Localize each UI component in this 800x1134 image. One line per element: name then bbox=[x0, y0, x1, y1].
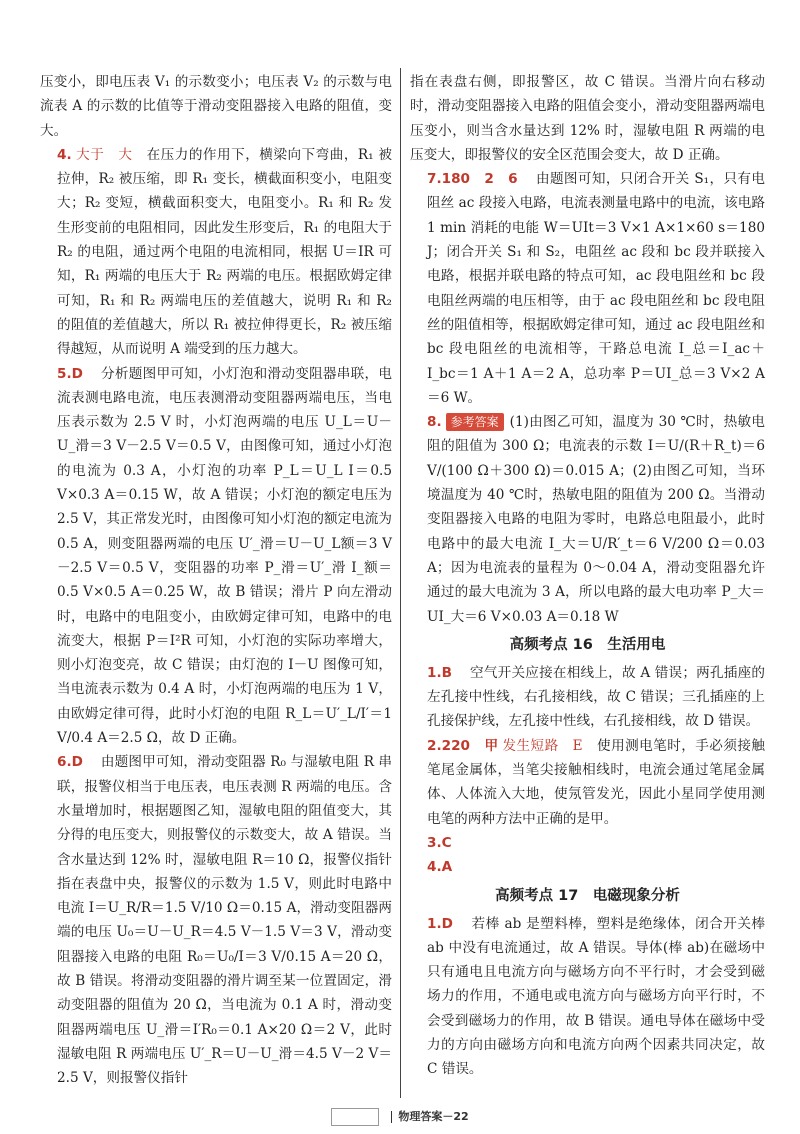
item-text: 在压力的作用下，横梁向下弯曲，R₁ 被拉伸，R₂ 被压缩，即 R₁ 变长，横截面积变小，电阻变大；R₂ 变短，横截面积变大，电阻变小。R₁ 和 R₂ 发生形变前的电阻相同，因此发生形变后，R₁ 的电阻大于 R₂ 的电阻，通过两个电阻的电流相同，根据 U＝IR 可知，R₁ 两端的电压大于 R₂ 两端的电压。根据欧姆定律可知，R₁ 和 R₂ 两端电压的差值越大，说明 R₁ 和 R₂ 的阻值的差值越大，所以 R₁ 被拉伸得更长，R₂ 被压缩得越短，从而说明 A 端受到的压力越大。 bbox=[57, 146, 392, 358]
item-answer: 大于 大 bbox=[75, 146, 133, 163]
item-text: 空气开关应接在相线上，故 A 错误；两孔插座的左孔接中性线，右孔接相线，故 C 错误；三孔插座的上孔接保护线，左孔接中性线，右孔接相线，故 D 错误。 bbox=[427, 664, 765, 730]
publisher-logo-icon bbox=[331, 1108, 379, 1126]
answer-tag: 参考答案 bbox=[446, 413, 504, 431]
left-item bbox=[40, 750, 392, 1090]
page-footer bbox=[0, 1108, 800, 1126]
item-number: 6.D bbox=[57, 754, 83, 771]
item-number: 4. bbox=[57, 146, 72, 163]
item-number: 8. bbox=[427, 414, 442, 431]
section-heading: 高频考点 17 电磁现象分析 bbox=[495, 887, 680, 904]
right-item bbox=[410, 912, 765, 1082]
item-number: 2.220 甲 bbox=[427, 737, 499, 754]
item-text: 分析题图甲可知，小灯泡和滑动变阻器串联，电流表测电路电流，电压表测滑动变阻器两端电压，当电压表示数为 2.5 V 时，小灯泡两端的电压 U_L＝U－U_滑＝3 V－2.5 V＝0.5 V，由图像可知，通过小灯泡的电流为 0.3 A，小灯泡的功率 P_L＝U_L I＝0.5 V×0.3 A＝0.15 W，故 A 错误；小灯泡的额定电压为 2.5 V，其正常发光时，由图像可知小灯泡的额定电流为 0.5 A，则变阻器两端的电压 U′_滑＝U－U_L额＝3 V－2.5 V＝0.5 V，变阻器的功率 P_滑＝U′_滑 I_额＝0.5 V×0.5 A＝0.25 W，故 B 错误；滑片 P 向左滑动时，电路中的电阻变小，由欧姆定律可知，电路中的电流变大，根据 P＝I²R 可知，小灯泡的实际功率增大，则小灯泡变亮，故 C 错误；由灯泡的 I－U 图像可知，当电流表示数为 0.4 A 时，小灯泡两端的电压为 1 V，由欧姆定律可得，此时小灯泡的电阻 R_L＝U′_L/I′＝1 V/0.4 A＝2.5 Ω，故 D 正确。 bbox=[57, 365, 392, 747]
item-number: 4.A bbox=[427, 859, 453, 876]
item-text: 压变小，即电压表 V₁ 的示数变小；电压表 V₂ 的示数与电流表 A 的示数的比值等于滑动变阻器接入电路的阻值，变大。 bbox=[40, 74, 392, 139]
item-text: 由题图甲可知，滑动变阻器 R₀ 与湿敏电阻 R 串联，报警仪相当于电压表，电压表测 R 两端的电压。含水量增加时，根据题图乙知，湿敏电阻的阻值变大，其分得的电压变大，则报警仪的示数变大，故 A 错误。当含水量达到 12% 时，湿敏电阻 R＝10 Ω，报警仪指针指在表盘中央，报警仪的示数为 1.5 V，则此时电路中电流 I＝U_R/R＝1.5 V/10 Ω＝0.15 A，滑动变阻器两端的电压 U₀＝U－U_R＝4.5 V－1.5 V＝3 V，滑动变阻器接入电路的电阻 R₀＝U₀/I＝3 V/0.15 A＝20 Ω，故 B 错误。将滑动变阻器的滑片调至某一位置固定，滑动变阻器的阻值为 20 Ω，当电流为 0.1 A 时，滑动变阻器两端电压 U_滑＝I′R₀＝0.1 A×20 Ω＝2 V，此时湿敏电阻 R 两端电压 U′_R＝U－U_滑＝4.5 V－2 V＝2.5 V，则报警仪指针 bbox=[57, 754, 392, 1087]
item-text: (1)由图乙可知，温度为 30 ℃时，热敏电阻的阻值为 300 Ω；电流表的示数 I＝U/(R＋R_t)＝6 V/(100 Ω＋300 Ω)＝0.015 A；(2)由图乙可知，当环境温度为 40 ℃时，热敏电阻的阻值为 200 Ω。当滑动变阻器接入电路的电阻为零时，电路总电阻最小，此时电路中的最大电流 I_大＝U/R′_t＝6 V/200 Ω＝0.03 A；因为电流表的量程为 0～0.04 A，滑动变阻器允许通过的最大电流为 3 A，所以电路的最大电功率 P_大＝UI_大＝6 V×0.03 A＝0.18 W bbox=[427, 414, 765, 625]
right-column bbox=[410, 70, 765, 1082]
right-item bbox=[410, 70, 765, 167]
item-text: 指在表盘右侧，即报警区，故 C 错误。当滑片向右移动时，滑动变阻器接入电路的阻值会变小，滑动变阻器两端电压变小，则当含水量达到 12% 时，湿敏电阻 R 两端的电压变大，即报警仪的安全区范围会变大，故 D 正确。 bbox=[410, 74, 765, 163]
item-text: 由题图可知，只闭合开关 S₁，只有电阻丝 ac 段接入电路，电流表测量电路中的电流，该电路 1 min 消耗的电能 W＝UIt＝3 V×1 A×1×60 s＝180 J；闭合开关 S₁ 和 S₂，电阻丝 ac 段和 bc 段并联接入电路，根据并联电路的特点可知，ac 段电阻丝和 bc 段电阻丝两端的电压相等，由于 ac 段电阻丝和 bc 段电阻丝的阻值相等，根据欧姆定律可知，通过 ac 段电阻丝和 bc 段电阻丝的电流相等，干路总电流 I_总＝I_ac＋I_bc＝1 A＋1 A＝2 A，总功率 P＝UI_总＝3 V×2 A＝6 W。 bbox=[427, 171, 765, 406]
left-column bbox=[40, 70, 392, 1090]
section-heading: 高频考点 16 生活用电 bbox=[509, 636, 666, 653]
left-item bbox=[40, 70, 392, 143]
right-item bbox=[410, 734, 765, 831]
left-item bbox=[40, 362, 392, 751]
item-number: 5.D bbox=[57, 365, 83, 382]
column-divider bbox=[400, 68, 401, 1098]
right-item bbox=[410, 167, 765, 410]
item-text: 若棒 ab 是塑料棒，塑料是绝缘体，闭合开关棒 ab 中没有电流通过，故 A 错误。导体(棒 ab)在磁场中只有通电且电流方向与磁场方向不平行时，才会受到磁场力的作用，不通电或电流方向与磁场方向平行时，不会受到磁场力的作用，故 B 错误。通电导体在磁场中受力的方向由磁场方向和电流方向两个因素共同决定，故 C 错误。 bbox=[427, 915, 765, 1078]
item-number: 3.C bbox=[427, 834, 452, 851]
right-item bbox=[410, 661, 765, 734]
right-item bbox=[410, 855, 765, 879]
item-number: 7.180 2 6 bbox=[427, 171, 518, 188]
item-number: 1.D bbox=[427, 915, 453, 932]
item-answer: 发生短路 E bbox=[502, 737, 583, 754]
left-item bbox=[40, 143, 392, 362]
item-number: 1.B bbox=[427, 664, 452, 681]
item-text: 使用测电笔时，手必须接触笔尾金属体，当笔尖接触相线时，电流会通过笔尾金属体、人体流入大地，使氖管发光，因此小星同学使用测电笔的两种方法中正确的是甲。 bbox=[427, 737, 765, 827]
page-label: 物理答案－22 bbox=[398, 1110, 469, 1123]
right-item bbox=[410, 410, 765, 629]
right-item bbox=[410, 831, 765, 855]
footer-separator bbox=[391, 1111, 392, 1123]
